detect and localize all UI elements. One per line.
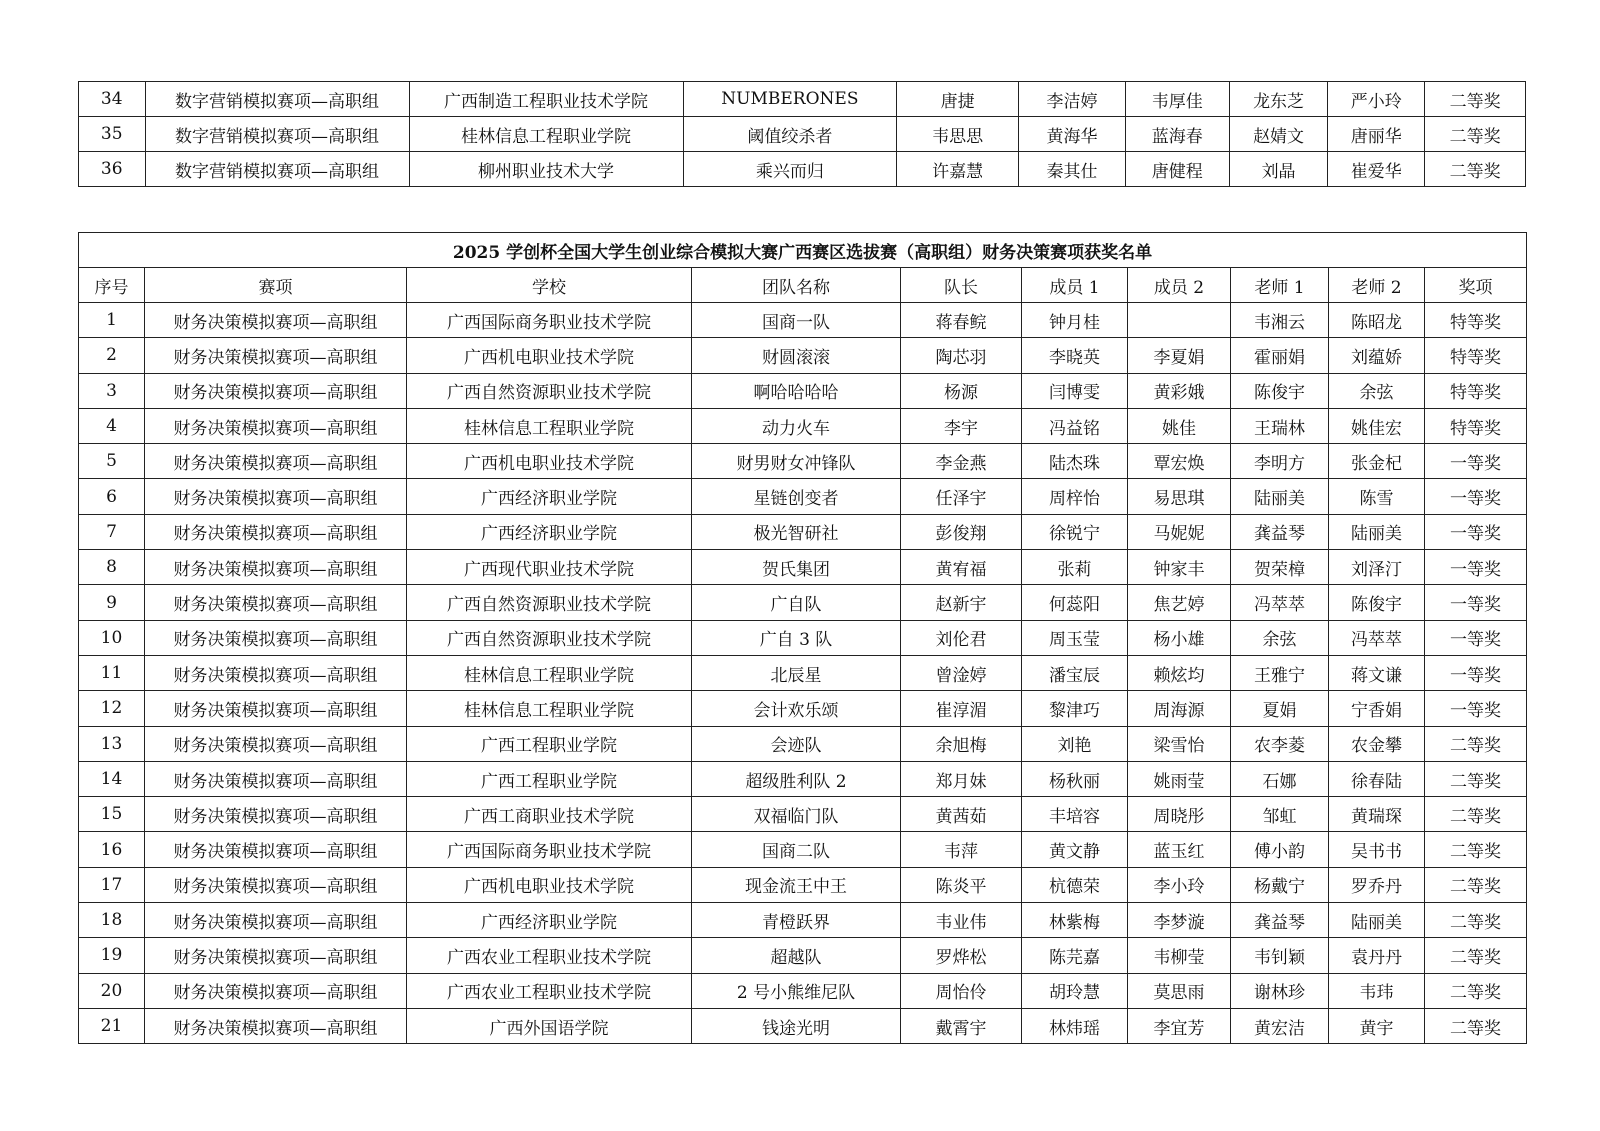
table-cell: 姚佳 <box>1128 408 1231 443</box>
table-cell: 17 <box>79 867 145 902</box>
table-cell: 数字营销模拟赛项—高职组 <box>145 152 409 187</box>
table-cell: 财圆滚滚 <box>692 338 901 373</box>
table-cell: 陆丽美 <box>1231 479 1329 514</box>
table-cell: 周晓彤 <box>1128 797 1231 832</box>
table-row <box>79 832 1527 867</box>
table-cell: 霍丽娟 <box>1231 338 1329 373</box>
table-cell: 啊哈哈哈哈 <box>692 373 901 408</box>
table-cell: 陈炎平 <box>901 867 1022 902</box>
table-cell: 二等奖 <box>1425 903 1527 938</box>
table-cell: 财务决策模拟赛项—高职组 <box>145 338 407 373</box>
table-cell: 农金攀 <box>1329 726 1425 761</box>
table-cell: 超越队 <box>692 938 901 973</box>
table-cell: 16 <box>79 832 145 867</box>
table-row <box>79 444 1527 479</box>
table-cell: 36 <box>79 152 146 187</box>
table-cell: 刘艳 <box>1022 726 1128 761</box>
table-cell: 刘蕴娇 <box>1329 338 1425 373</box>
table-cell: 贺荣樟 <box>1231 550 1329 585</box>
table-cell: 韦柳莹 <box>1128 938 1231 973</box>
table-cell: 一等奖 <box>1425 479 1527 514</box>
table-cell: 会计欢乐颂 <box>692 691 901 726</box>
table-cell: 彭俊翔 <box>901 514 1022 549</box>
table-cell: 易思琪 <box>1128 479 1231 514</box>
table-cell: 广西国际商务职业技术学院 <box>407 303 692 338</box>
table-cell: 陆丽美 <box>1329 903 1425 938</box>
table-cell: 广西经济职业学院 <box>407 514 692 549</box>
table-cell: 财务决策模拟赛项—高职组 <box>145 408 407 443</box>
table-cell: 广西工商职业技术学院 <box>407 797 692 832</box>
table-cell: 傅小韵 <box>1231 832 1329 867</box>
table-cell: 许嘉慧 <box>897 152 1019 187</box>
table-cell: 焦艺婷 <box>1128 585 1231 620</box>
table-cell: 特等奖 <box>1425 303 1527 338</box>
table-cell: 黄宥福 <box>901 550 1022 585</box>
table-cell: 刘晶 <box>1229 152 1328 187</box>
table-cell: 12 <box>79 691 145 726</box>
header-cell: 团队名称 <box>692 268 901 303</box>
table-cell: 二等奖 <box>1425 117 1526 152</box>
table-cell: 周梓怡 <box>1022 479 1128 514</box>
table-cell: 广西自然资源职业技术学院 <box>407 585 692 620</box>
table-cell: 杨戴宁 <box>1231 867 1329 902</box>
table-cell: 21 <box>79 1008 145 1043</box>
table-cell: 农李菱 <box>1231 726 1329 761</box>
table-cell: 周怡伶 <box>901 973 1022 1008</box>
table-cell: 15 <box>79 797 145 832</box>
table-cell: 广西现代职业技术学院 <box>407 550 692 585</box>
table-cell: 二等奖 <box>1425 867 1527 902</box>
table-cell: 二等奖 <box>1425 761 1527 796</box>
table-cell: 林紫梅 <box>1022 903 1128 938</box>
table-cell: 吴书书 <box>1329 832 1425 867</box>
table-cell: 一等奖 <box>1425 550 1527 585</box>
table-cell: 桂林信息工程职业学院 <box>407 408 692 443</box>
table-cell: 姚佳宏 <box>1329 408 1425 443</box>
table-cell: 蓝玉红 <box>1128 832 1231 867</box>
table-cell: 财务决策模拟赛项—高职组 <box>145 444 407 479</box>
table-cell: 广自队 <box>692 585 901 620</box>
table-cell: 余旭梅 <box>901 726 1022 761</box>
table-cell: 杨小雄 <box>1128 620 1231 655</box>
header-cell: 学校 <box>407 268 692 303</box>
table-cell: 广西工程职业学院 <box>407 726 692 761</box>
table-cell: 财务决策模拟赛项—高职组 <box>145 938 407 973</box>
table-cell: 黄宏洁 <box>1231 1008 1329 1043</box>
table-cell: 财务决策模拟赛项—高职组 <box>145 303 407 338</box>
table-cell: 数字营销模拟赛项—高职组 <box>145 117 409 152</box>
table-cell: 财务决策模拟赛项—高职组 <box>145 655 407 690</box>
header-cell: 成员 1 <box>1022 268 1128 303</box>
table-cell: 徐锐宁 <box>1022 514 1128 549</box>
table-cell: 黎津巧 <box>1022 691 1128 726</box>
table-cell: 柳州职业技术大学 <box>409 152 683 187</box>
table-cell: 胡玲慧 <box>1022 973 1128 1008</box>
table-row <box>79 514 1527 549</box>
table-cell: 石娜 <box>1231 761 1329 796</box>
table-cell: 财务决策模拟赛项—高职组 <box>145 1008 407 1043</box>
table-cell: 财务决策模拟赛项—高职组 <box>145 761 407 796</box>
table-cell: 李梦漩 <box>1128 903 1231 938</box>
table-cell: 二等奖 <box>1425 832 1527 867</box>
table-cell: 黄文静 <box>1022 832 1128 867</box>
table-cell: 一等奖 <box>1425 514 1527 549</box>
table-cell: 数字营销模拟赛项—高职组 <box>145 82 409 117</box>
table-cell: 罗烨松 <box>901 938 1022 973</box>
table-title: 2025 学创杯全国大学生创业综合模拟大赛广西赛区选拔赛（高职组）财务决策赛项获奖名单 <box>79 233 1527 268</box>
table-cell: 现金流王中王 <box>692 867 901 902</box>
table-cell: 林炜瑶 <box>1022 1008 1128 1043</box>
table-cell: 广西经济职业学院 <box>407 903 692 938</box>
table-cell: 广西经济职业学院 <box>407 479 692 514</box>
table-row <box>79 408 1527 443</box>
table-cell: 韦湘云 <box>1231 303 1329 338</box>
table-cell: 动力火车 <box>692 408 901 443</box>
table-cell: 张莉 <box>1022 550 1128 585</box>
table-cell: 崔爱华 <box>1328 152 1425 187</box>
table-cell: 李宇 <box>901 408 1022 443</box>
table-cell: 张金杞 <box>1329 444 1425 479</box>
table-cell: 财务决策模拟赛项—高职组 <box>145 797 407 832</box>
table-cell: 财务决策模拟赛项—高职组 <box>145 550 407 585</box>
table-row <box>79 152 1526 187</box>
header-cell: 成员 2 <box>1128 268 1231 303</box>
table-row <box>79 973 1527 1008</box>
table-row <box>79 479 1527 514</box>
table-cell: 李小玲 <box>1128 867 1231 902</box>
continued-results-table <box>78 81 1526 187</box>
continued-results-body <box>79 82 1526 187</box>
table-cell: 赵新宇 <box>901 585 1022 620</box>
table-cell: 8 <box>79 550 145 585</box>
table-cell: 王瑞林 <box>1231 408 1329 443</box>
table-row <box>79 938 1527 973</box>
table-cell: 何蕊阳 <box>1022 585 1128 620</box>
table-cell: 财务决策模拟赛项—高职组 <box>145 726 407 761</box>
table-cell: 13 <box>79 726 145 761</box>
table-cell: 冯益铭 <box>1022 408 1128 443</box>
table-cell: 李宜芳 <box>1128 1008 1231 1043</box>
table-cell: 严小玲 <box>1328 82 1425 117</box>
table-row <box>79 338 1527 373</box>
table-cell: 财务决策模拟赛项—高职组 <box>145 373 407 408</box>
table-cell: 黄茜茹 <box>901 797 1022 832</box>
table-cell: 闫博雯 <box>1022 373 1128 408</box>
table-cell: 财务决策模拟赛项—高职组 <box>145 514 407 549</box>
table-cell: 钱途光明 <box>692 1008 901 1043</box>
table-cell: 二等奖 <box>1425 726 1527 761</box>
table-cell: 任泽宇 <box>901 479 1022 514</box>
table-cell: 二等奖 <box>1425 152 1526 187</box>
table-cell: 刘伦君 <box>901 620 1022 655</box>
table-title-row <box>79 233 1527 268</box>
table-cell: 冯萃萃 <box>1231 585 1329 620</box>
table-cell: 财务决策模拟赛项—高职组 <box>145 832 407 867</box>
table-cell: 广西国际商务职业技术学院 <box>407 832 692 867</box>
table-cell: 陈俊宇 <box>1329 585 1425 620</box>
table-cell: 蒋文谦 <box>1329 655 1425 690</box>
table-cell: 10 <box>79 620 145 655</box>
header-cell: 老师 1 <box>1231 268 1329 303</box>
table-cell: 广西制造工程职业技术学院 <box>409 82 683 117</box>
table-cell: 贺氏集团 <box>692 550 901 585</box>
table-cell: 杨源 <box>901 373 1022 408</box>
table-row <box>79 797 1527 832</box>
table-cell: 广西自然资源职业技术学院 <box>407 373 692 408</box>
table-cell: 李晓英 <box>1022 338 1128 373</box>
table-cell: 极光智研社 <box>692 514 901 549</box>
table-cell: 唐捷 <box>897 82 1019 117</box>
table-cell: 双福临门队 <box>692 797 901 832</box>
table-cell: 蓝海春 <box>1125 117 1229 152</box>
header-cell: 奖项 <box>1425 268 1527 303</box>
table-cell: NUMBERONES <box>683 82 897 117</box>
table-cell: 戴霄宇 <box>901 1008 1022 1043</box>
table-cell: 18 <box>79 903 145 938</box>
table-cell: 邹虹 <box>1231 797 1329 832</box>
table-row <box>79 761 1527 796</box>
table-row <box>79 82 1526 117</box>
table-cell: 35 <box>79 117 146 152</box>
table-cell: 唐丽华 <box>1328 117 1425 152</box>
table-cell: 广西工程职业学院 <box>407 761 692 796</box>
table-cell: 财务决策模拟赛项—高职组 <box>145 867 407 902</box>
header-cell: 赛项 <box>145 268 407 303</box>
table-cell: 秦其仕 <box>1019 152 1126 187</box>
table-row <box>79 585 1527 620</box>
table-cell <box>1128 303 1231 338</box>
table-cell: 崔淳湄 <box>901 691 1022 726</box>
table-cell: 钟月桂 <box>1022 303 1128 338</box>
table-cell: 钟家丰 <box>1128 550 1231 585</box>
table-cell: 2 <box>79 338 145 373</box>
table-row <box>79 303 1527 338</box>
table-cell: 赖炫均 <box>1128 655 1231 690</box>
table-cell: 一等奖 <box>1425 585 1527 620</box>
table-cell: 一等奖 <box>1425 444 1527 479</box>
table-cell: 莫思雨 <box>1128 973 1231 1008</box>
table-cell: 会迹队 <box>692 726 901 761</box>
table-cell: 二等奖 <box>1425 1008 1527 1043</box>
table-cell: 北辰星 <box>692 655 901 690</box>
table-cell: 4 <box>79 408 145 443</box>
table-cell: 二等奖 <box>1425 973 1527 1008</box>
table-cell: 韦厚佳 <box>1125 82 1229 117</box>
table-cell: 宁香娟 <box>1329 691 1425 726</box>
table-cell: 余弦 <box>1329 373 1425 408</box>
table-cell: 蒋春鲩 <box>901 303 1022 338</box>
table-cell: 郑月妹 <box>901 761 1022 796</box>
table-cell: 潘宝辰 <box>1022 655 1128 690</box>
table-cell: 财务决策模拟赛项—高职组 <box>145 903 407 938</box>
table-cell: 广西机电职业技术学院 <box>407 444 692 479</box>
table-cell: 夏娟 <box>1231 691 1329 726</box>
table-cell: 陈雪 <box>1329 479 1425 514</box>
table-cell: 星链创变者 <box>692 479 901 514</box>
table-cell: 龙东芝 <box>1229 82 1328 117</box>
table-cell: 20 <box>79 973 145 1008</box>
table-cell: 广西农业工程职业技术学院 <box>407 973 692 1008</box>
table-row <box>79 726 1527 761</box>
header-cell: 老师 2 <box>1329 268 1425 303</box>
table-row <box>79 867 1527 902</box>
table-cell: 青橙跃界 <box>692 903 901 938</box>
table-cell: 龚益琴 <box>1231 514 1329 549</box>
table-cell: 财务决策模拟赛项—高职组 <box>145 479 407 514</box>
table-cell: 广西机电职业技术学院 <box>407 338 692 373</box>
table-cell: 广西机电职业技术学院 <box>407 867 692 902</box>
table-cell: 李金燕 <box>901 444 1022 479</box>
table-cell: 韦业伟 <box>901 903 1022 938</box>
table-cell: 陈俊宇 <box>1231 373 1329 408</box>
table-cell: 14 <box>79 761 145 796</box>
table-cell: 韦玮 <box>1329 973 1425 1008</box>
table-cell: 龚益琴 <box>1231 903 1329 938</box>
table-row <box>79 691 1527 726</box>
table-cell: 11 <box>79 655 145 690</box>
table-cell: 梁雪怡 <box>1128 726 1231 761</box>
table-cell: 34 <box>79 82 146 117</box>
table-cell: 陶芯羽 <box>901 338 1022 373</box>
table-cell: 桂林信息工程职业学院 <box>407 655 692 690</box>
table-cell: 2 号小熊维尼队 <box>692 973 901 1008</box>
table-cell: 桂林信息工程职业学院 <box>407 691 692 726</box>
table-cell: 谢林珍 <box>1231 973 1329 1008</box>
table-cell: 唐健程 <box>1125 152 1229 187</box>
table-cell: 1 <box>79 303 145 338</box>
table-cell: 王雅宁 <box>1231 655 1329 690</box>
table-header-row <box>79 268 1527 303</box>
table-cell: 广西农业工程职业技术学院 <box>407 938 692 973</box>
table-cell: 陈芫嘉 <box>1022 938 1128 973</box>
table-cell: 财务决策模拟赛项—高职组 <box>145 973 407 1008</box>
table-row <box>79 117 1526 152</box>
header-cell: 队长 <box>901 268 1022 303</box>
table-cell: 杨秋丽 <box>1022 761 1128 796</box>
table-cell: 李夏娟 <box>1128 338 1231 373</box>
table-cell: 二等奖 <box>1425 797 1527 832</box>
table-cell: 7 <box>79 514 145 549</box>
table-cell: 曾淦婷 <box>901 655 1022 690</box>
table-cell: 5 <box>79 444 145 479</box>
table-cell: 赵婧文 <box>1229 117 1328 152</box>
table-cell: 特等奖 <box>1425 338 1527 373</box>
table-cell: 罗乔丹 <box>1329 867 1425 902</box>
table-cell: 丰培容 <box>1022 797 1128 832</box>
table-cell: 刘泽汀 <box>1329 550 1425 585</box>
table-cell: 周玉莹 <box>1022 620 1128 655</box>
finance-results-body <box>79 233 1527 1044</box>
table-cell: 二等奖 <box>1425 938 1527 973</box>
table-cell: 广西外国语学院 <box>407 1008 692 1043</box>
table-cell: 阈值绞杀者 <box>683 117 897 152</box>
table-cell: 陈昭龙 <box>1329 303 1425 338</box>
table-cell: 袁丹丹 <box>1329 938 1425 973</box>
table-cell: 马妮妮 <box>1128 514 1231 549</box>
table-cell: 冯萃萃 <box>1329 620 1425 655</box>
table-cell: 特等奖 <box>1425 408 1527 443</box>
table-cell: 乘兴而归 <box>683 152 897 187</box>
table-cell: 19 <box>79 938 145 973</box>
table-cell: 余弦 <box>1231 620 1329 655</box>
table-cell: 徐春陆 <box>1329 761 1425 796</box>
table-cell: 黄海华 <box>1019 117 1126 152</box>
table-cell: 财务决策模拟赛项—高职组 <box>145 691 407 726</box>
table-row <box>79 373 1527 408</box>
table-cell: 超级胜利队 2 <box>692 761 901 796</box>
table-cell: 财务决策模拟赛项—高职组 <box>145 585 407 620</box>
table-cell: 黄宇 <box>1329 1008 1425 1043</box>
table-cell: 一等奖 <box>1425 620 1527 655</box>
table-cell: 黄彩娥 <box>1128 373 1231 408</box>
table-cell: 周海源 <box>1128 691 1231 726</box>
table-cell: 国商二队 <box>692 832 901 867</box>
table-cell: 财男财女冲锋队 <box>692 444 901 479</box>
table-cell: 一等奖 <box>1425 691 1527 726</box>
table-cell: 财务决策模拟赛项—高职组 <box>145 620 407 655</box>
table-cell: 杭德荣 <box>1022 867 1128 902</box>
table-cell: 特等奖 <box>1425 373 1527 408</box>
table-cell: 李明方 <box>1231 444 1329 479</box>
table-cell: 二等奖 <box>1425 82 1526 117</box>
table-cell: 广西自然资源职业技术学院 <box>407 620 692 655</box>
table-cell: 6 <box>79 479 145 514</box>
table-cell: 9 <box>79 585 145 620</box>
table-cell: 3 <box>79 373 145 408</box>
table-row <box>79 655 1527 690</box>
table-cell: 韦钊颖 <box>1231 938 1329 973</box>
table-cell: 覃宏焕 <box>1128 444 1231 479</box>
finance-results-table <box>78 232 1527 1044</box>
table-row <box>79 550 1527 585</box>
table-cell: 李洁婷 <box>1019 82 1126 117</box>
table-cell: 韦萍 <box>901 832 1022 867</box>
table-cell: 黄瑞琛 <box>1329 797 1425 832</box>
table-cell: 陆丽美 <box>1329 514 1425 549</box>
table-cell: 陆杰珠 <box>1022 444 1128 479</box>
table-cell: 国商一队 <box>692 303 901 338</box>
table-cell: 姚雨莹 <box>1128 761 1231 796</box>
table-cell: 广自 3 队 <box>692 620 901 655</box>
table-row <box>79 620 1527 655</box>
table-cell: 一等奖 <box>1425 655 1527 690</box>
table-cell: 韦思思 <box>897 117 1019 152</box>
table-row <box>79 903 1527 938</box>
header-cell: 序号 <box>79 268 145 303</box>
table-cell: 桂林信息工程职业学院 <box>409 117 683 152</box>
table-row <box>79 1008 1527 1043</box>
